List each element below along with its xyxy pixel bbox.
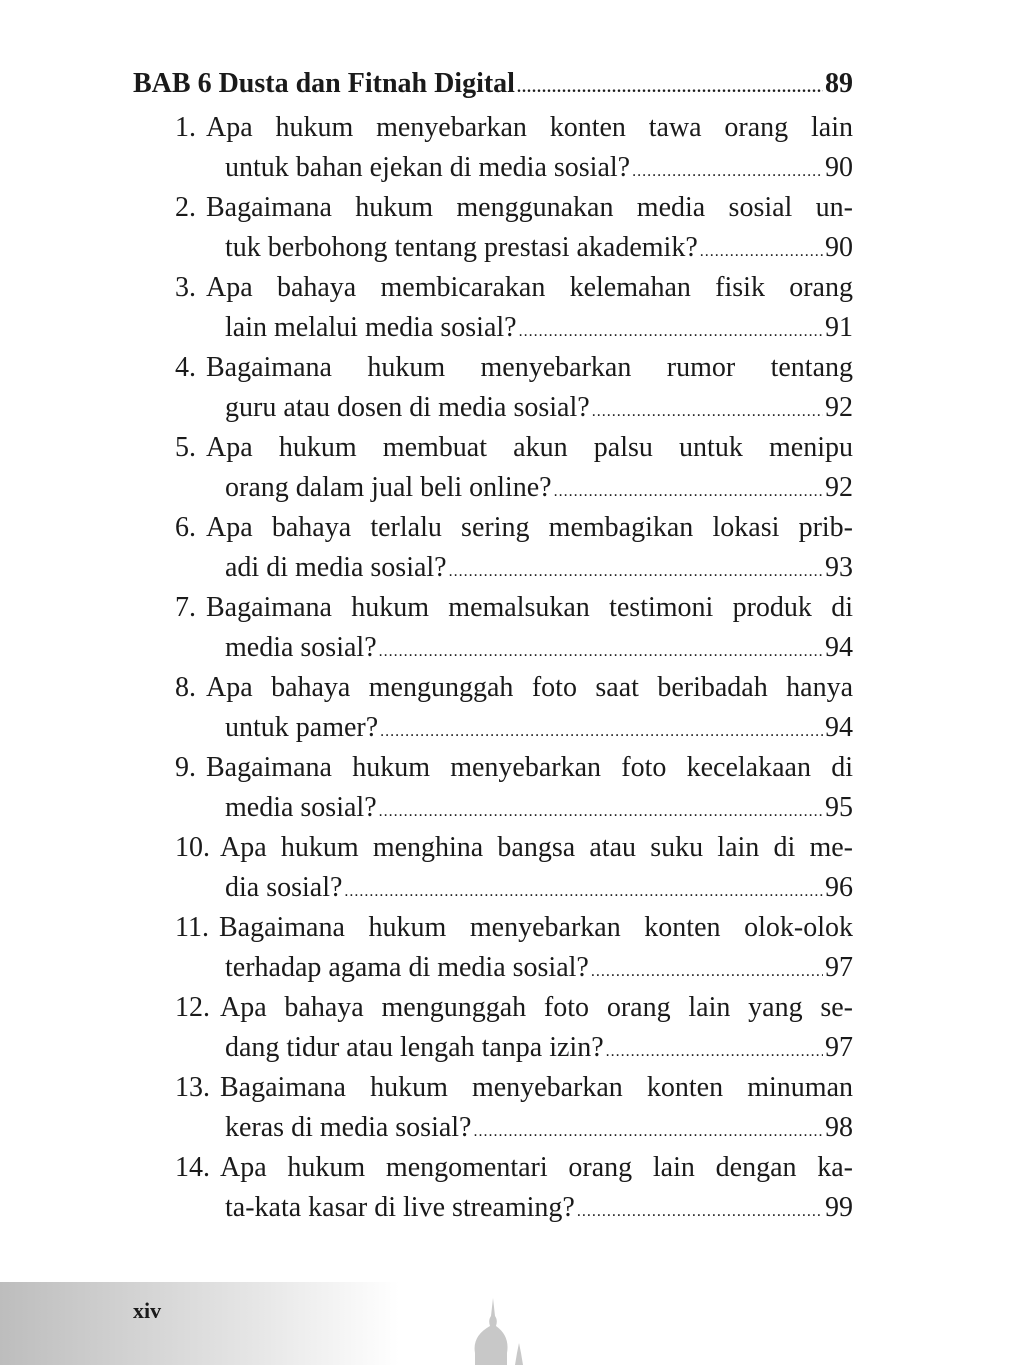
toc-entry bbox=[133, 748, 853, 828]
entry-page: 91 bbox=[825, 312, 853, 343]
toc-entry bbox=[133, 428, 853, 508]
entry-title-line1: Bagaimana hukum menggunakan media sosial un- bbox=[206, 192, 853, 223]
chapter-heading bbox=[133, 68, 853, 108]
entry-number: 3. bbox=[175, 272, 196, 303]
toc-entry bbox=[133, 268, 853, 348]
toc-entry bbox=[133, 108, 853, 188]
chapter-title: BAB 6 Dusta dan Fitnah Digital bbox=[133, 68, 515, 99]
entry-title-line1: Apa bahaya mengunggah foto orang lain yang se- bbox=[220, 992, 853, 1023]
entry-title-line1: Apa hukum membuat akun palsu untuk menipu bbox=[206, 432, 853, 463]
entry-number: 10. bbox=[175, 832, 210, 863]
entry-number: 8. bbox=[175, 672, 196, 703]
entry-title-line1: Apa bahaya terlalu sering membagikan lokasi prib- bbox=[206, 512, 853, 543]
entry-title-line2: orang dalam jual beli online? bbox=[225, 472, 552, 503]
leader-dots bbox=[517, 79, 823, 97]
entry-number: 14. bbox=[175, 1152, 210, 1183]
toc-entry bbox=[133, 1148, 853, 1228]
entry-title-line2: guru atau dosen di media sosial? bbox=[225, 392, 590, 423]
toc-entry bbox=[133, 1068, 853, 1148]
leader-dots bbox=[344, 872, 823, 912]
entry-title-line2: untuk pamer? bbox=[225, 712, 379, 743]
leader-dots bbox=[473, 1112, 823, 1152]
entry-page: 97 bbox=[825, 952, 853, 983]
entry-title-line1: Bagaimana hukum memalsukan testimoni produk di bbox=[206, 592, 853, 623]
entry-page: 90 bbox=[825, 232, 853, 263]
entry-page: 95 bbox=[825, 792, 853, 823]
leader-dots bbox=[700, 232, 823, 272]
entry-page: 98 bbox=[825, 1112, 853, 1143]
leader-dots bbox=[380, 712, 823, 752]
entry-title-line2: untuk bahan ejekan di media sosial? bbox=[225, 152, 631, 183]
mosque-dome-icon bbox=[455, 1298, 535, 1365]
entry-number: 6. bbox=[175, 512, 196, 543]
entry-page: 99 bbox=[825, 1192, 853, 1223]
toc-entry bbox=[133, 588, 853, 668]
entry-number: 13. bbox=[175, 1072, 210, 1103]
entry-page: 90 bbox=[825, 152, 853, 183]
toc-entry bbox=[133, 668, 853, 748]
entry-title-line1: Apa bahaya mengunggah foto saat beribadah hanya bbox=[206, 672, 853, 703]
toc-entry bbox=[133, 508, 853, 588]
leader-dots bbox=[606, 1032, 823, 1072]
entry-title-line1: Bagaimana hukum menyebarkan foto kecelakaan di bbox=[206, 752, 853, 783]
entry-page: 96 bbox=[825, 872, 853, 903]
toc-entry bbox=[133, 188, 853, 268]
table-of-contents bbox=[133, 68, 853, 1228]
leader-dots bbox=[449, 552, 823, 592]
entry-number: 4. bbox=[175, 352, 196, 383]
entry-title-line1: Apa hukum menghina bangsa atau suku lain di me- bbox=[220, 832, 853, 863]
leader-dots bbox=[379, 632, 823, 672]
chapter-page: 89 bbox=[825, 68, 853, 99]
entry-title-line2: dia sosial? bbox=[225, 872, 343, 903]
leader-dots bbox=[577, 1192, 823, 1232]
leader-dots bbox=[519, 312, 823, 352]
entry-title-line2: adi di media sosial? bbox=[225, 552, 447, 583]
entry-page: 97 bbox=[825, 1032, 853, 1063]
entry-number: 9. bbox=[175, 752, 196, 783]
entry-title-line1: Apa hukum mengomentari orang lain dengan ka- bbox=[220, 1152, 853, 1183]
entry-title-line2: dang tidur atau lengah tanpa izin? bbox=[225, 1032, 604, 1063]
entry-number: 7. bbox=[175, 592, 196, 623]
leader-dots bbox=[632, 152, 823, 192]
entry-title-line2: terhadap agama di media sosial? bbox=[225, 952, 589, 983]
entry-title-line2: ta-kata kasar di live streaming? bbox=[225, 1192, 575, 1223]
leader-dots bbox=[592, 392, 823, 432]
entry-page: 94 bbox=[825, 712, 853, 743]
leader-dots bbox=[554, 472, 823, 512]
entry-number: 2. bbox=[175, 192, 196, 223]
entry-title-line1: Bagaimana hukum menyebarkan konten olok-olok bbox=[218, 912, 853, 943]
leader-dots bbox=[591, 952, 823, 992]
entry-title-line2: keras di media sosial? bbox=[225, 1112, 472, 1143]
toc-entry bbox=[133, 988, 853, 1068]
entry-number: 12. bbox=[175, 992, 210, 1023]
entry-title-line2: media sosial? bbox=[225, 632, 377, 663]
toc-entry bbox=[133, 908, 853, 988]
page-number: xiv bbox=[133, 1298, 162, 1323]
entry-title-line2: media sosial? bbox=[225, 792, 377, 823]
entry-title-line1: Apa bahaya membicarakan kelemahan fisik orang bbox=[206, 272, 853, 303]
entry-title-line2: tuk berbohong tentang prestasi akademik? bbox=[225, 232, 698, 263]
toc-entry bbox=[133, 348, 853, 428]
entry-number: 5. bbox=[175, 432, 196, 463]
entry-page: 93 bbox=[825, 552, 853, 583]
entry-page: 94 bbox=[825, 632, 853, 663]
entry-page: 92 bbox=[825, 472, 853, 503]
entry-number: 11. bbox=[175, 912, 209, 943]
entry-title-line1: Bagaimana hukum menyebarkan rumor tentang bbox=[206, 352, 853, 383]
entry-page: 92 bbox=[825, 392, 853, 423]
toc-entry bbox=[133, 828, 853, 908]
entry-title-line1: Bagaimana hukum menyebarkan konten minuman bbox=[220, 1072, 853, 1103]
entry-title-line1: Apa hukum menyebarkan konten tawa orang lain bbox=[206, 112, 853, 143]
entry-number: 1. bbox=[175, 112, 196, 143]
entry-title-line2: lain melalui media sosial? bbox=[225, 312, 517, 343]
leader-dots bbox=[379, 792, 823, 832]
